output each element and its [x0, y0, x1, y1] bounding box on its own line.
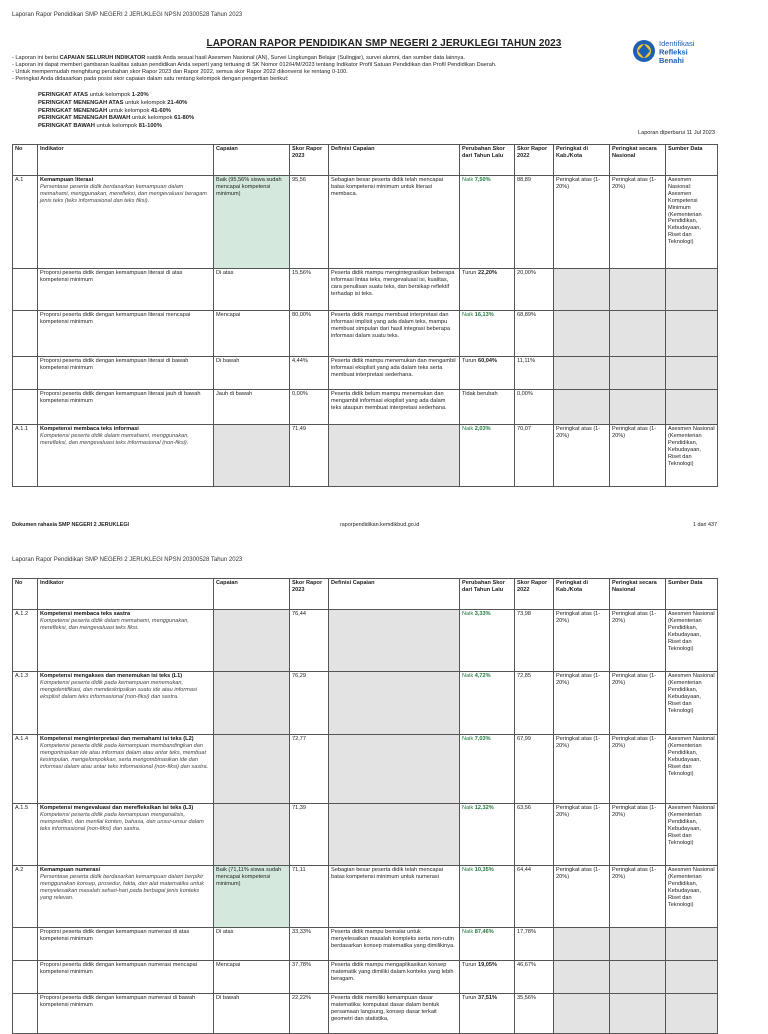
achievement-cell — [214, 735, 290, 804]
achievement-cell: Di bawah — [214, 357, 290, 390]
score-change — [460, 928, 515, 961]
score-2022: 20,00% — [515, 269, 554, 311]
indicator-description: Kompetensi peserta didik pada kemampuan menganalisis, memprediksi, dan menilai konten, bahasa, dan unsur-unsur dalam teks informasional (non-fiksi) dan sastra. — [40, 811, 204, 832]
score-2023: 33,33% — [290, 928, 329, 961]
score-2022: 17,78% — [515, 928, 554, 961]
indicator-cell — [38, 928, 214, 961]
rank-district — [554, 357, 610, 390]
rank-national — [610, 928, 666, 961]
change-value: 87,46% — [474, 929, 494, 935]
indicator-cell — [38, 425, 214, 487]
score-2022: 35,56% — [515, 994, 554, 1034]
column-header: Indikator — [38, 145, 214, 176]
table-row — [13, 961, 718, 994]
column-header: No — [13, 579, 38, 610]
indicator-title: Kemampuan numerasi — [40, 867, 100, 873]
running-header: Laporan Rapor Pendidikan SMP NEGERI 2 JERUKLEGI NPSN 20300528 Tahun 2023 — [12, 12, 243, 18]
rank-district: Peringkat atas (1-20%) — [554, 804, 610, 866]
indicator-code — [13, 390, 38, 425]
score-2023: 37,78% — [290, 961, 329, 994]
change-value: 60,04% — [477, 358, 497, 364]
report-table — [12, 144, 718, 487]
column-header: No — [13, 145, 38, 176]
rank-district: Peringkat atas (1-20%) — [554, 866, 610, 928]
rank-district — [554, 961, 610, 994]
change-value: 22,20% — [477, 270, 497, 276]
indicator-cell — [38, 176, 214, 269]
indicator-title: Kompetensi mengevaluasi dan merefleksikan isi teks (L3) — [40, 805, 194, 811]
column-header: Skor Rapor 2023 — [290, 145, 329, 176]
achievement-definition — [329, 735, 460, 804]
change-value: 37,51% — [477, 995, 497, 1001]
rank-national — [610, 311, 666, 357]
rank-national: Peringkat atas (1-20%) — [610, 672, 666, 735]
achievement-definition: Sebagian besar peserta didik telah mencapai batas kompetensi minimum untuk literasi membaca. — [329, 176, 460, 269]
data-source: Asesmen Nasional (Kementerian Pendidikan, Kebudayaan, Riset dan Teknologi) — [666, 610, 718, 672]
indicator-cell — [38, 672, 214, 735]
rank-district — [554, 269, 610, 311]
achievement-definition: Peserta didik mampu menemukan dan mengambil informasi eksplisit yang ada dalam teks serta membuat interpretasi sederhana. — [329, 357, 460, 390]
score-2022: 11,11% — [515, 357, 554, 390]
rank-district — [554, 928, 610, 961]
rank-district: Peringkat atas (1-20%) — [554, 176, 610, 269]
score-change — [460, 311, 515, 357]
achievement-definition: Peserta didik mampu bernalar untuk menyelesaikan masalah kompleks serta non-rutin berdasarkan konsep matematika yang dimilikinya. — [329, 928, 460, 961]
column-header: Skor Rapor 2022 — [515, 145, 554, 176]
indicator-title: Kompetensi membaca teks informasi — [40, 426, 139, 432]
achievement-definition — [329, 804, 460, 866]
indicator-description: Kompetensi peserta didik pada kemampuan membandingkan dan mengontraskan ide atau informasi dalam atau antar teks, membuat kesimpulan, mengelompokkan, serta mengombinasikan ide dan informasi dalam atau antar teks informasional (non-fiksi) dan sastra. — [40, 742, 209, 770]
change-direction: Naik — [462, 929, 474, 935]
achievement-definition: Peserta didik mampu mengaplikasikan konsep matematik yang dimiliki dalam konteks yang lebih beragam. — [329, 961, 460, 994]
table-header-row — [13, 145, 718, 176]
table-row — [13, 610, 718, 672]
score-2023: 71,49 — [290, 425, 329, 487]
footer-url: raporpendidikan.kemdikbud.go.id — [340, 522, 420, 528]
indicator-code: A.1.5 — [13, 804, 38, 866]
rank-national — [610, 961, 666, 994]
score-2023: 71,11 — [290, 866, 329, 928]
rank-national: Peringkat atas (1-20%) — [610, 610, 666, 672]
indicator-code — [13, 994, 38, 1034]
column-header: Peringkat secara Nasional — [610, 579, 666, 610]
indicator-description: Persentase peserta didik berdasarkan kemampuan dalam memahami, menggunakan, merefleksi, dan mengevaluasi beragam jenis teks (teks informasional dan teks fiksi). — [40, 183, 207, 204]
achievement-cell: Di bawah — [214, 994, 290, 1034]
table-row — [13, 357, 718, 390]
intro-notes — [12, 55, 652, 83]
change-direction: Naik — [462, 177, 474, 183]
intro-line: - Laporan ini berisi CAPAIAN SELURUH INDIKATOR satdik Anda sesuai hasil Asesmen Nasional (AN), Survei Lingkungan Belajar (Sulingjar), survei alumni, dan sumber data lainnya. — [12, 55, 465, 61]
intro-line: - Peringkat Anda didasarkan pada posisi skor capaian dalam satu rentang kelompok dengan pengertian berikut: — [12, 76, 289, 82]
change-value: 2,03% — [474, 426, 491, 432]
indicator-cell — [38, 311, 214, 357]
table-row — [13, 672, 718, 735]
change-direction: Tidak berubah — [462, 391, 498, 397]
achievement-cell: Mencapai — [214, 311, 290, 357]
data-source: Asesmen Nasional: Asesmen Kompetensi Minimum (Kementerian Pendidikan, Kebudayaan, Riset dan Teknologi) — [666, 176, 718, 269]
score-2022: 63,56 — [515, 804, 554, 866]
indicator-code — [13, 357, 38, 390]
change-direction: Naik — [462, 426, 474, 432]
last-updated: Laporan diperbarui 11 Jul 2023 — [637, 130, 715, 136]
data-source: Asesmen Nasional (Kementerian Pendidikan, Kebudayaan, Riset dan Teknologi) — [666, 672, 718, 735]
logo-text-1: Identifikasi — [659, 39, 695, 48]
running-header: Laporan Rapor Pendidikan SMP NEGERI 2 JERUKLEGI NPSN 20300528 Tahun 2023 — [12, 557, 243, 563]
data-source — [666, 928, 718, 961]
indicator-title: Kompetensi mengakses dan menemukan isi teks (L1) — [40, 673, 183, 679]
rank-district: Peringkat atas (1-20%) — [554, 610, 610, 672]
score-2023: 22,22% — [290, 994, 329, 1034]
indicator-code: A.1.1 — [13, 425, 38, 487]
indicator-description: Persentase peserta didik berdasarkan kemampuan dalam berpikir menggunakan konsep, prosedur, fakta, dan alat matematika untuk menyelesaikan masalah sehari-hari pada berbagai jenis konteks yang relevan. — [40, 873, 204, 901]
achievement-definition: Peserta didik belum mampu menemukan dan mengambil informasi eksplisit yang ada dalam teks ataupun membuat interpretasi sederhana. — [329, 390, 460, 425]
indicator-title: Kompetensi menginterpretasi dan memahami isi teks (L2) — [40, 736, 194, 742]
achievement-cell: Di atas — [214, 928, 290, 961]
indicator-title: Kemampuan literasi — [40, 177, 94, 183]
footer-page-number: 1 dari 437 — [693, 522, 717, 528]
data-source: Asesmen Nasional (Kementerian Pendidikan, Kebudayaan, Riset dan Teknologi) — [666, 735, 718, 804]
achievement-cell — [214, 804, 290, 866]
change-direction: Naik — [462, 611, 474, 617]
change-direction: Turun — [462, 995, 477, 1001]
achievement-cell: Mencapai — [214, 961, 290, 994]
rank-national — [610, 994, 666, 1034]
score-2022: 68,89% — [515, 311, 554, 357]
column-header: Perubahan Skor dari Tahun Lalu — [460, 145, 515, 176]
achievement-definition: Peserta didik mampu membuat interpretasi dan informasi implisit yang ada dalam teks, mampu membuat simpulan dari hasil integrasi beberapa informasi dalam suatu teks. — [329, 311, 460, 357]
score-2023: 71,39 — [290, 804, 329, 866]
score-change — [460, 735, 515, 804]
rank-national: Peringkat atas (1-20%) — [610, 176, 666, 269]
data-source — [666, 994, 718, 1034]
score-2023: 80,00% — [290, 311, 329, 357]
column-header: Definisi Capaian — [329, 579, 460, 610]
indicator-code: A.1 — [13, 176, 38, 269]
score-2023: 95,56 — [290, 176, 329, 269]
achievement-cell: Di atas — [214, 269, 290, 311]
rank-category: PERINGKAT BAWAH untuk kelompok 81-100% — [38, 123, 162, 130]
rank-district: Peringkat atas (1-20%) — [554, 735, 610, 804]
indicator-code: A.2 — [13, 866, 38, 928]
indicator-description: Proporsi peserta didik dengan kemampuan literasi di bawah kompetensi minimum — [40, 358, 189, 371]
data-source: Asesmen Nasional (Kementerian Pendidikan, Kebudayaan, Riset dan Teknologi) — [666, 804, 718, 866]
score-2022: 88,89 — [515, 176, 554, 269]
score-2022: 46,67% — [515, 961, 554, 994]
data-source — [666, 961, 718, 994]
rank-national: Peringkat atas (1-20%) — [610, 735, 666, 804]
achievement-definition: Sebagian besar peserta didik telah mencapai batas kompetensi minimum untuk numerasi — [329, 866, 460, 928]
table-row — [13, 176, 718, 269]
indicator-cell — [38, 390, 214, 425]
score-2023: 76,29 — [290, 672, 329, 735]
intro-line: - Untuk mempermudah menghitung perubahan skor Rapor 2023 dan Rapor 2022, semua skor Rapor 2022 dikonversi ke rentang 0-100. — [12, 69, 348, 75]
indicator-description: Proporsi peserta didik dengan kemampuan numerasi mencapai kompetensi minimum — [40, 962, 198, 975]
score-2023: 4,44% — [290, 357, 329, 390]
score-change — [460, 425, 515, 487]
column-header: Peringkat secara Nasional — [610, 145, 666, 176]
table-row — [13, 425, 718, 487]
achievement-definition: Peserta didik mampu mengintegrasikan beberapa informasi lintas teks, mengevaluasi isi, kualitas, cara penulisan suatu teks, dan bersikap reflektif terhadap isi teks. — [329, 269, 460, 311]
rank-district — [554, 994, 610, 1034]
indicator-cell — [38, 735, 214, 804]
change-value: 3,33% — [474, 611, 491, 617]
indicator-code — [13, 311, 38, 357]
table-row — [13, 269, 718, 311]
change-value: 12,32% — [474, 805, 494, 811]
indicator-description: Kompetensi peserta didik dalam memahami, menggunakan, merefleksi, dan mengevaluasi teks fiksi. — [40, 617, 189, 631]
rank-district: Peringkat atas (1-20%) — [554, 425, 610, 487]
change-direction: Naik — [462, 805, 474, 811]
table-row — [13, 390, 718, 425]
achievement-cell: Baik (71,11% siswa sudah mencapai kompetensi minimum) — [214, 866, 290, 928]
achievement-definition — [329, 610, 460, 672]
indicator-description: Proporsi peserta didik dengan kemampuan literasi di atas kompetensi minimum — [40, 270, 183, 283]
column-header: Peringkat di Kab./Kota — [554, 145, 610, 176]
indicator-cell — [38, 269, 214, 311]
rank-national: Peringkat atas (1-20%) — [610, 425, 666, 487]
achievement-definition — [329, 425, 460, 487]
rank-categories — [38, 92, 194, 131]
column-header: Sumber Data — [666, 145, 718, 176]
logo-text-3: Benahi — [659, 56, 685, 65]
data-source: Asesmen Nasional (Kementerian Pendidikan, Kebudayaan, Riset dan Teknologi) — [666, 425, 718, 487]
achievement-definition — [329, 672, 460, 735]
indicator-code — [13, 928, 38, 961]
table-row — [13, 735, 718, 804]
score-change — [460, 390, 515, 425]
achievement-cell: Jauh di bawah — [214, 390, 290, 425]
change-value: 10,35% — [474, 867, 494, 873]
achievement-cell: Baik (95,56% siswa sudah mencapai kompetensi minimum) — [214, 176, 290, 269]
column-header: Sumber Data — [666, 579, 718, 610]
score-2022: 0,00% — [515, 390, 554, 425]
rank-district — [554, 390, 610, 425]
rank-category: PERINGKAT MENENGAH untuk kelompok 41-60% — [38, 107, 171, 114]
indicator-description: Proporsi peserta didik dengan kemampuan numerasi di atas kompetensi minimum — [40, 929, 190, 942]
indicator-cell — [38, 866, 214, 928]
rank-national — [610, 357, 666, 390]
achievement-cell — [214, 610, 290, 672]
change-value: 7,03% — [474, 736, 491, 742]
data-source — [666, 269, 718, 311]
column-header: Capaian — [214, 145, 290, 176]
score-2022: 72,85 — [515, 672, 554, 735]
score-2022: 70,07 — [515, 425, 554, 487]
change-direction: Naik — [462, 867, 474, 873]
rank-district: Peringkat atas (1-20%) — [554, 672, 610, 735]
score-change — [460, 804, 515, 866]
change-direction: Naik — [462, 736, 474, 742]
score-change — [460, 672, 515, 735]
score-2022: 73,98 — [515, 610, 554, 672]
score-2023: 0,00% — [290, 390, 329, 425]
indicator-description: Proporsi peserta didik dengan kemampuan literasi jauh di bawah kompetensi minimum — [40, 391, 201, 404]
footer-confidential: Dokumen rahasia SMP NEGERI 2 JERUKLEGI — [12, 522, 130, 528]
indicator-cell — [38, 994, 214, 1034]
table-row — [13, 804, 718, 866]
column-header: Capaian — [214, 579, 290, 610]
change-value: 19,05% — [477, 962, 497, 968]
logo-text-2: Refleksi — [659, 47, 688, 57]
indicator-cell — [38, 961, 214, 994]
table-row — [13, 994, 718, 1034]
change-direction: Turun — [462, 358, 477, 364]
indicator-description: Proporsi peserta didik dengan kemampuan numerasi di bawah kompetensi minimum — [40, 995, 196, 1008]
indicator-cell — [38, 804, 214, 866]
rank-national: Peringkat atas (1-20%) — [610, 804, 666, 866]
data-source: Asesmen Nasional (Kementerian Pendidikan, Kebudayaan, Riset dan Teknologi) — [666, 866, 718, 928]
data-source — [666, 357, 718, 390]
change-value: 7,50% — [474, 177, 491, 183]
rank-district — [554, 311, 610, 357]
indicator-code — [13, 961, 38, 994]
achievement-cell — [214, 425, 290, 487]
indicator-code — [13, 269, 38, 311]
score-change — [460, 994, 515, 1034]
change-direction: Turun — [462, 962, 477, 968]
indicator-cell — [38, 357, 214, 390]
column-header: Skor Rapor 2023 — [290, 579, 329, 610]
indicator-description: Kompetensi peserta didik dalam memahami, menggunakan, merefleksi, dan mengevaluasi teks informasional (non-fiksi). — [40, 432, 189, 446]
table-row — [13, 311, 718, 357]
score-2023: 15,56% — [290, 269, 329, 311]
score-change — [460, 269, 515, 311]
column-header: Peringkat di Kab./Kota — [554, 579, 610, 610]
table-header-row — [13, 579, 718, 610]
table-row — [13, 928, 718, 961]
score-change — [460, 176, 515, 269]
intro-line: - Laporan ini dapat memberi gambaran kualitas satuan pendidikan Anda seperti yang tertuang di SK Nomor 012/H/M/2023 tentang Indikator Profil Satuan Pendidikan dan Profil Pendidikan Daerah. — [12, 62, 497, 68]
indicator-title: Kompetensi membaca teks sastra — [40, 611, 131, 617]
data-source — [666, 311, 718, 357]
column-header: Skor Rapor 2022 — [515, 579, 554, 610]
score-2023: 72,77 — [290, 735, 329, 804]
score-2023: 76,44 — [290, 610, 329, 672]
data-source — [666, 390, 718, 425]
column-header: Perubahan Skor dari Tahun Lalu — [460, 579, 515, 610]
rank-category: PERINGKAT MENENGAH ATAS untuk kelompok 21-40% — [38, 99, 188, 106]
rank-national: Peringkat atas (1-20%) — [610, 866, 666, 928]
change-direction: Naik — [462, 312, 474, 318]
change-direction: Naik — [462, 673, 474, 679]
indicator-code: A.1.2 — [13, 610, 38, 672]
score-change — [460, 610, 515, 672]
rank-national — [610, 269, 666, 311]
achievement-definition: Peserta didik memiliki kemampuan dasar matematika: komputasi dasar dalam bentuk persamaan langsung, konsep dasar terkait geometri dan statistika, — [329, 994, 460, 1034]
table-row — [13, 866, 718, 928]
score-change — [460, 357, 515, 390]
score-change — [460, 866, 515, 928]
report-page-2 — [0, 545, 768, 1024]
achievement-cell — [214, 672, 290, 735]
change-direction: Turun — [462, 270, 477, 276]
score-change — [460, 961, 515, 994]
column-header: Definisi Capaian — [329, 145, 460, 176]
indicator-description: Proporsi peserta didik dengan kemampuan literasi mencapai kompetensi minimum — [40, 312, 191, 325]
report-table — [12, 578, 718, 1034]
score-2022: 64,44 — [515, 866, 554, 928]
rank-category: PERINGKAT MENENGAH BAWAH untuk kelompok 61-80% — [38, 115, 195, 122]
rank-category: PERINGKAT ATAS untuk kelompok 1-20% — [38, 92, 149, 98]
indicator-code: A.1.3 — [13, 672, 38, 735]
indicator-description: Kompetensi peserta didik pada kemampuan menemukan, mengidentifikasi, dan mendeskripsikan suatu ide atau informasi eksplisit dalam teks informasional (non-fiksi) dan sastra. — [40, 679, 198, 700]
column-header: Indikator — [38, 579, 214, 610]
change-value: 16,13% — [474, 312, 494, 318]
indicator-code: A.1.4 — [13, 735, 38, 804]
change-value: 4,72% — [474, 673, 491, 679]
score-2022: 67,99 — [515, 735, 554, 804]
rank-national — [610, 390, 666, 425]
report-title: LAPORAN RAPOR PENDIDIKAN SMP NEGERI 2 JERUKLEGI TAHUN 2023 — [206, 38, 562, 49]
indicator-cell — [38, 610, 214, 672]
